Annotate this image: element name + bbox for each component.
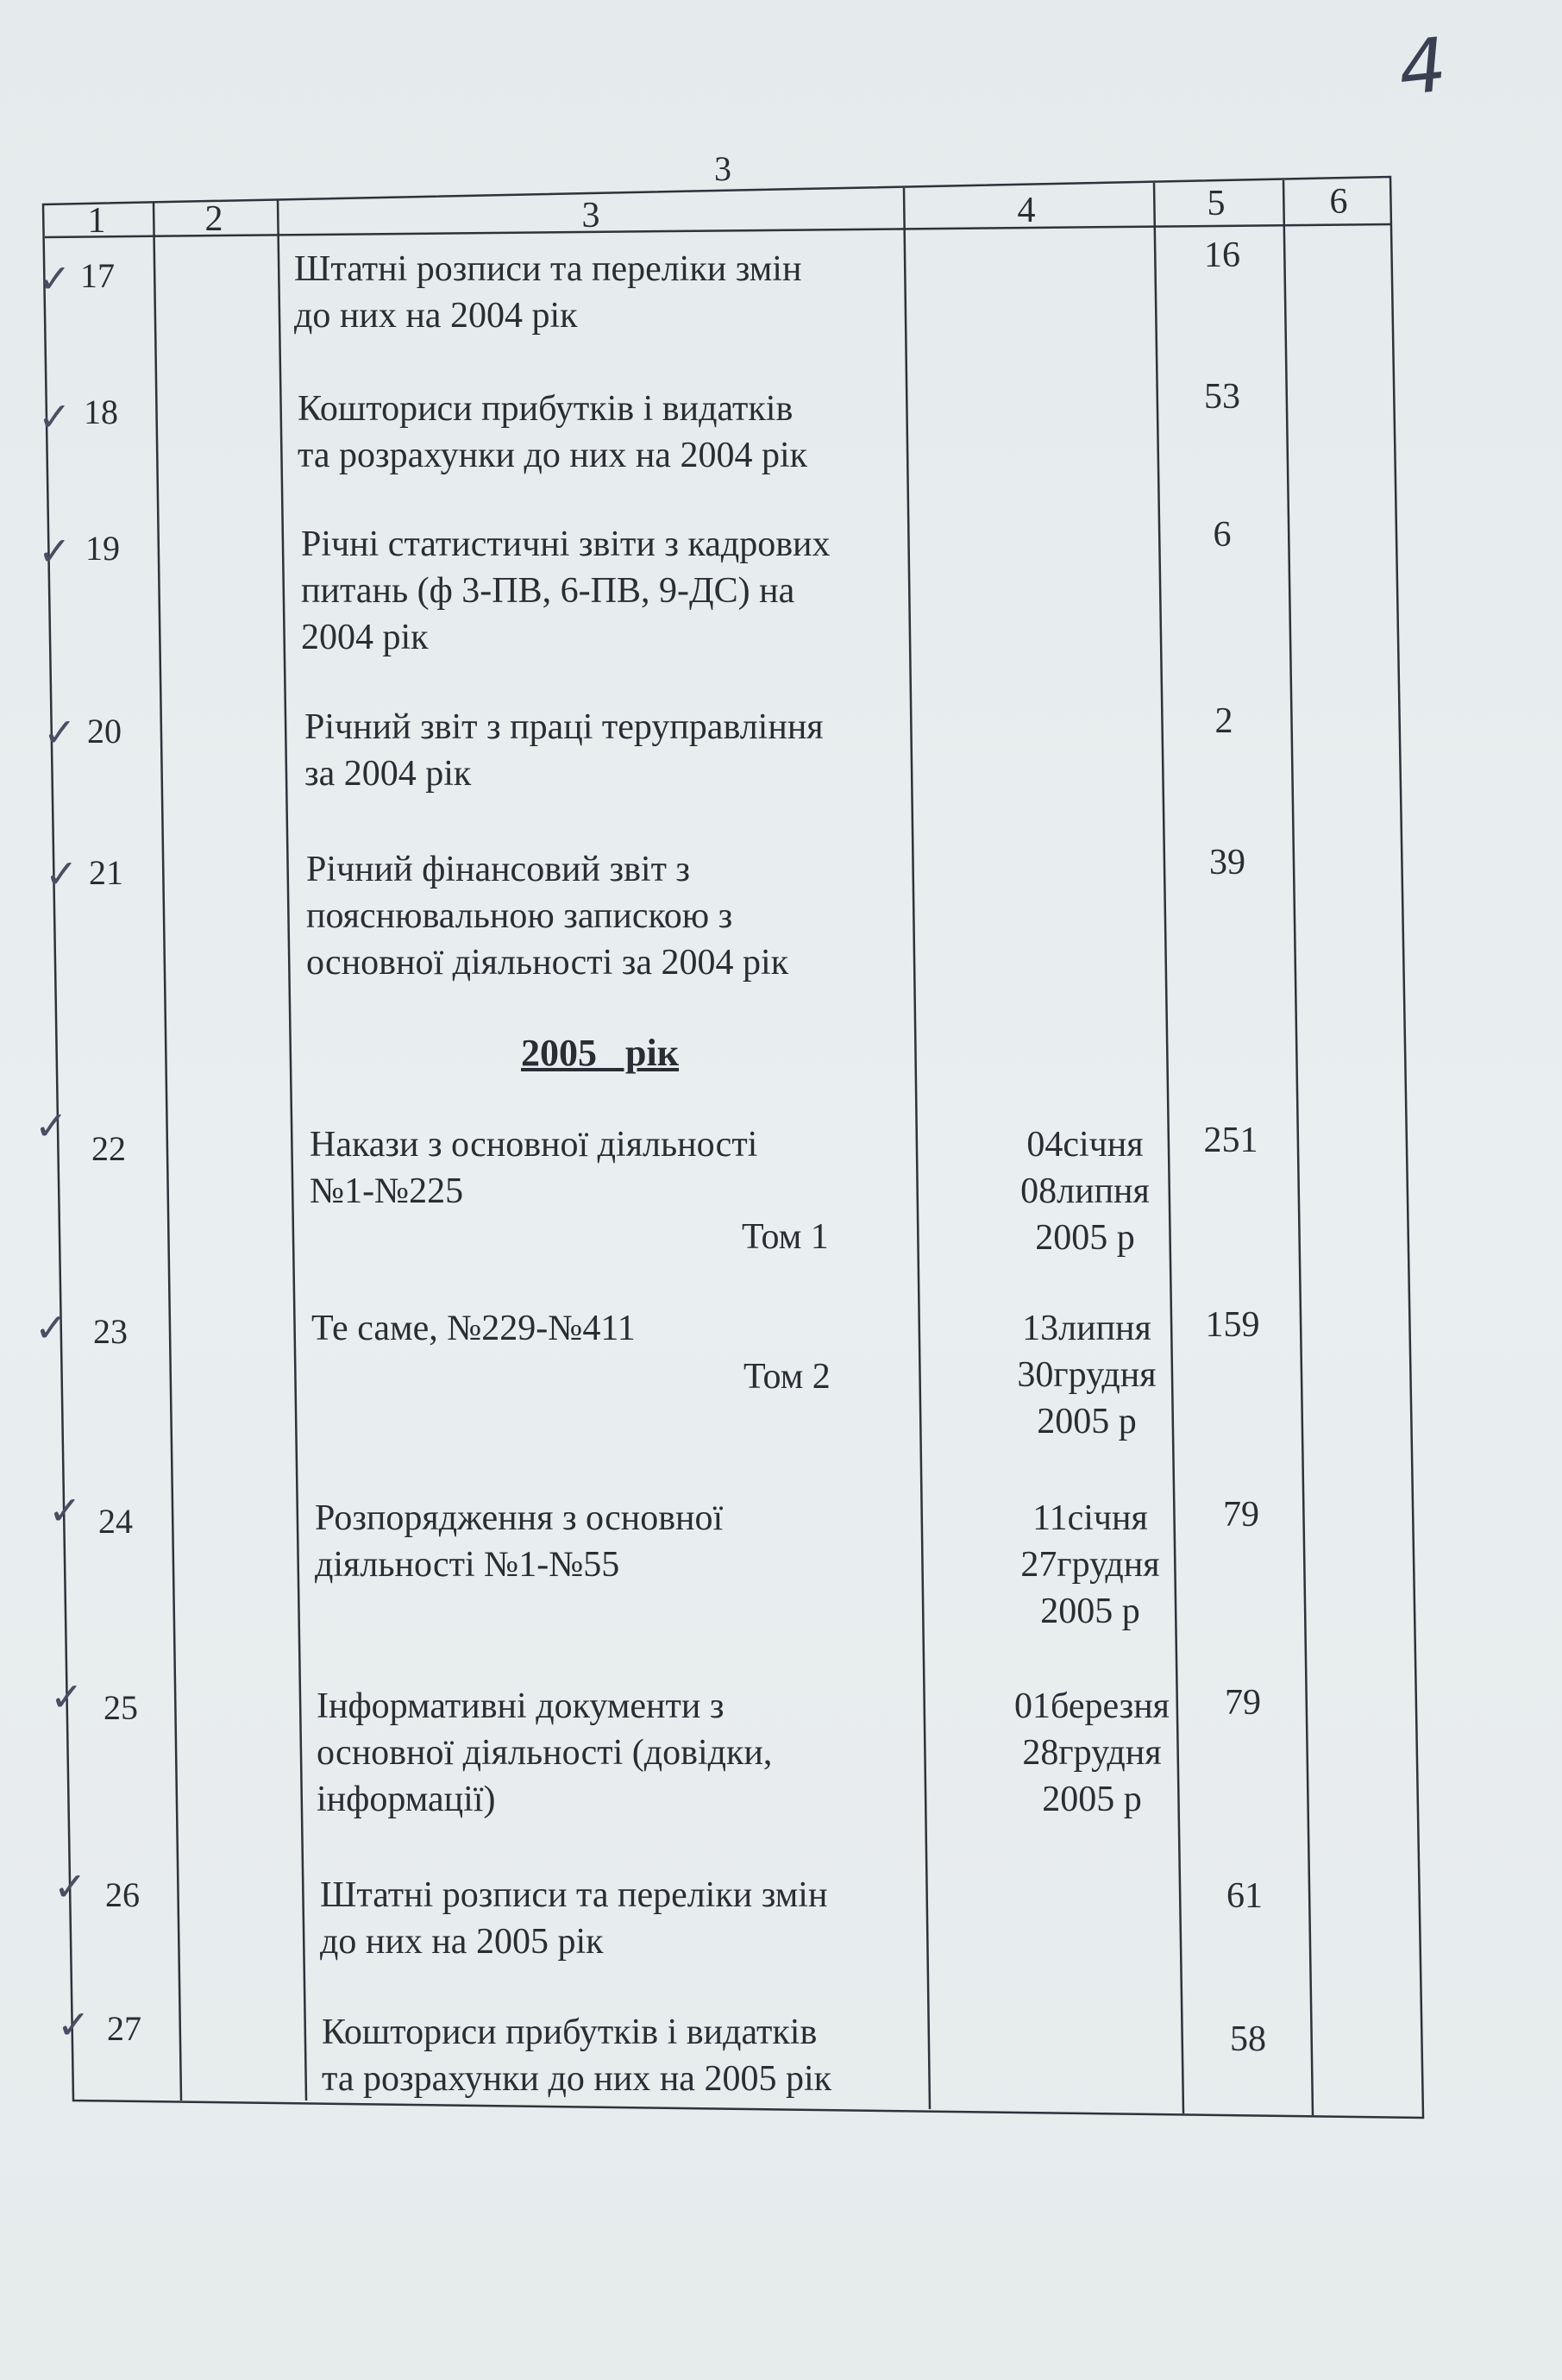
date-line: 2005 р (1035, 1218, 1135, 1258)
title-line: до них на 2005 рік (320, 1922, 604, 1962)
date-line: 2005 р (1037, 1402, 1137, 1441)
section-year-heading: 2005 рік (521, 1032, 680, 1074)
title-line: та розрахунки до них на 2005 рік (322, 2059, 832, 2099)
row-number: 25 (104, 1688, 138, 1727)
date-line: 08липня (1020, 1171, 1150, 1211)
table-row-title (301, 521, 831, 661)
title-line: Штатні розписи та переліки змін (294, 249, 802, 289)
title-line: Кошториси прибутків і видатків (298, 389, 794, 429)
sheet-count: 79 (1223, 1495, 1259, 1535)
title-line: Річний звіт з праці теруправління (304, 707, 824, 747)
table-row-title (315, 1495, 723, 1588)
date-line: 2005 р (1040, 1592, 1140, 1631)
title-line: діяльності №1-№55 (315, 1545, 620, 1585)
sheet-count: 2 (1214, 701, 1233, 741)
checkmark-icon: ✓ (38, 255, 72, 302)
title-line: питань (ф 3-ПВ, 6-ПВ, 9-ДС) на (301, 571, 795, 611)
table-row-title (311, 1305, 636, 1352)
row-number: 19 (85, 529, 120, 568)
date-range (1001, 1305, 1173, 1445)
date-line: 11січня (1032, 1498, 1148, 1538)
title-line: №1-№225 (310, 1171, 464, 1211)
title-line: Річні статистичні звіти з кадрових (301, 524, 831, 564)
title-line: Кошториси прибутків і видатків (322, 2013, 818, 2052)
table-row-title (298, 386, 807, 479)
title-line: до них на 2004 рік (294, 296, 578, 336)
checkmark-icon: ✓ (35, 1102, 68, 1149)
sheet-count: 251 (1203, 1121, 1258, 1160)
checkmark-icon: ✓ (43, 709, 77, 756)
table-row-title (310, 1121, 757, 1215)
page-number: 3 (714, 149, 731, 188)
date-line: 01березня (1014, 1686, 1170, 1726)
sheet-count: 6 (1213, 515, 1232, 555)
sheet-count: 61 (1226, 1876, 1263, 1916)
row-number: 22 (91, 1129, 126, 1168)
title-line: 2004 рік (301, 618, 429, 657)
sheet-count: 79 (1225, 1683, 1261, 1723)
title-line: за 2004 рік (304, 754, 472, 794)
row-number: 26 (105, 1875, 140, 1914)
checkmark-icon: ✓ (38, 528, 72, 575)
row-number: 23 (93, 1312, 128, 1351)
date-line: 04січня (1026, 1125, 1144, 1165)
volume-label: Том 1 (742, 1217, 829, 1257)
row-number: 24 (98, 1502, 133, 1541)
row-number: 18 (84, 392, 118, 431)
checkmark-icon: ✓ (48, 1487, 82, 1534)
checkmark-icon: ✓ (38, 393, 72, 440)
column-header-3: 3 (581, 196, 600, 235)
volume-label: Том 2 (743, 1357, 831, 1397)
row-number: 20 (87, 712, 122, 750)
date-range (1004, 1495, 1176, 1635)
column-header-2: 2 (204, 199, 223, 239)
title-line: Розпорядження з основної (315, 1498, 724, 1538)
sheet-count: 53 (1204, 377, 1240, 417)
table-row-title (317, 1683, 772, 1823)
title-line: Інформативні документи з (317, 1686, 725, 1726)
date-line: 30грудня (1017, 1355, 1157, 1395)
handwritten-page-number: 4 (1394, 22, 1451, 113)
date-line: 2005 р (1042, 1780, 1142, 1819)
date-line: 13липня (1022, 1309, 1151, 1348)
date-range (999, 1121, 1171, 1261)
date-line: 27грудня (1020, 1545, 1160, 1585)
sheet-count: 16 (1204, 235, 1240, 275)
row-number: 17 (80, 256, 115, 295)
table-row-title (294, 246, 801, 339)
table-row-title (304, 704, 824, 797)
table-row-title (320, 1872, 827, 1965)
sheet-count: 39 (1209, 843, 1245, 882)
sheet-count: 159 (1205, 1305, 1260, 1345)
sheet-count: 58 (1230, 2019, 1266, 2059)
title-line: пояснювальною запискою з (306, 896, 733, 936)
date-range (1006, 1683, 1178, 1823)
column-header-1: 1 (87, 201, 106, 241)
column-header-6: 6 (1329, 182, 1348, 222)
title-line: Штатні розписи та переліки змін (320, 1875, 828, 1915)
title-line: основної діяльності (довідки, (317, 1733, 773, 1773)
checkmark-icon: ✓ (35, 1304, 68, 1351)
title-line: та розрахунки до них на 2004 рік (298, 436, 808, 475)
column-header-4: 4 (1017, 191, 1036, 230)
checkmark-icon: ✓ (53, 1863, 87, 1910)
checkmark-icon: ✓ (50, 1674, 84, 1720)
table-row-title (322, 2009, 831, 2102)
checkmark-icon: ✓ (45, 851, 78, 897)
table-row-title (306, 846, 788, 986)
date-line: 28грудня (1022, 1733, 1162, 1773)
row-number: 21 (89, 853, 123, 892)
title-line: основної діяльності за 2004 рік (306, 943, 789, 983)
column-header-5: 5 (1207, 184, 1226, 223)
title-line: Накази з основної діяльності (310, 1125, 758, 1165)
title-line: Те саме, №229-№411 (311, 1309, 636, 1348)
row-number: 27 (107, 2009, 141, 2048)
checkmark-icon: ✓ (57, 2001, 91, 2048)
title-line: Річний фінансовий звіт з (306, 850, 691, 889)
title-line: інформації) (317, 1780, 496, 1819)
